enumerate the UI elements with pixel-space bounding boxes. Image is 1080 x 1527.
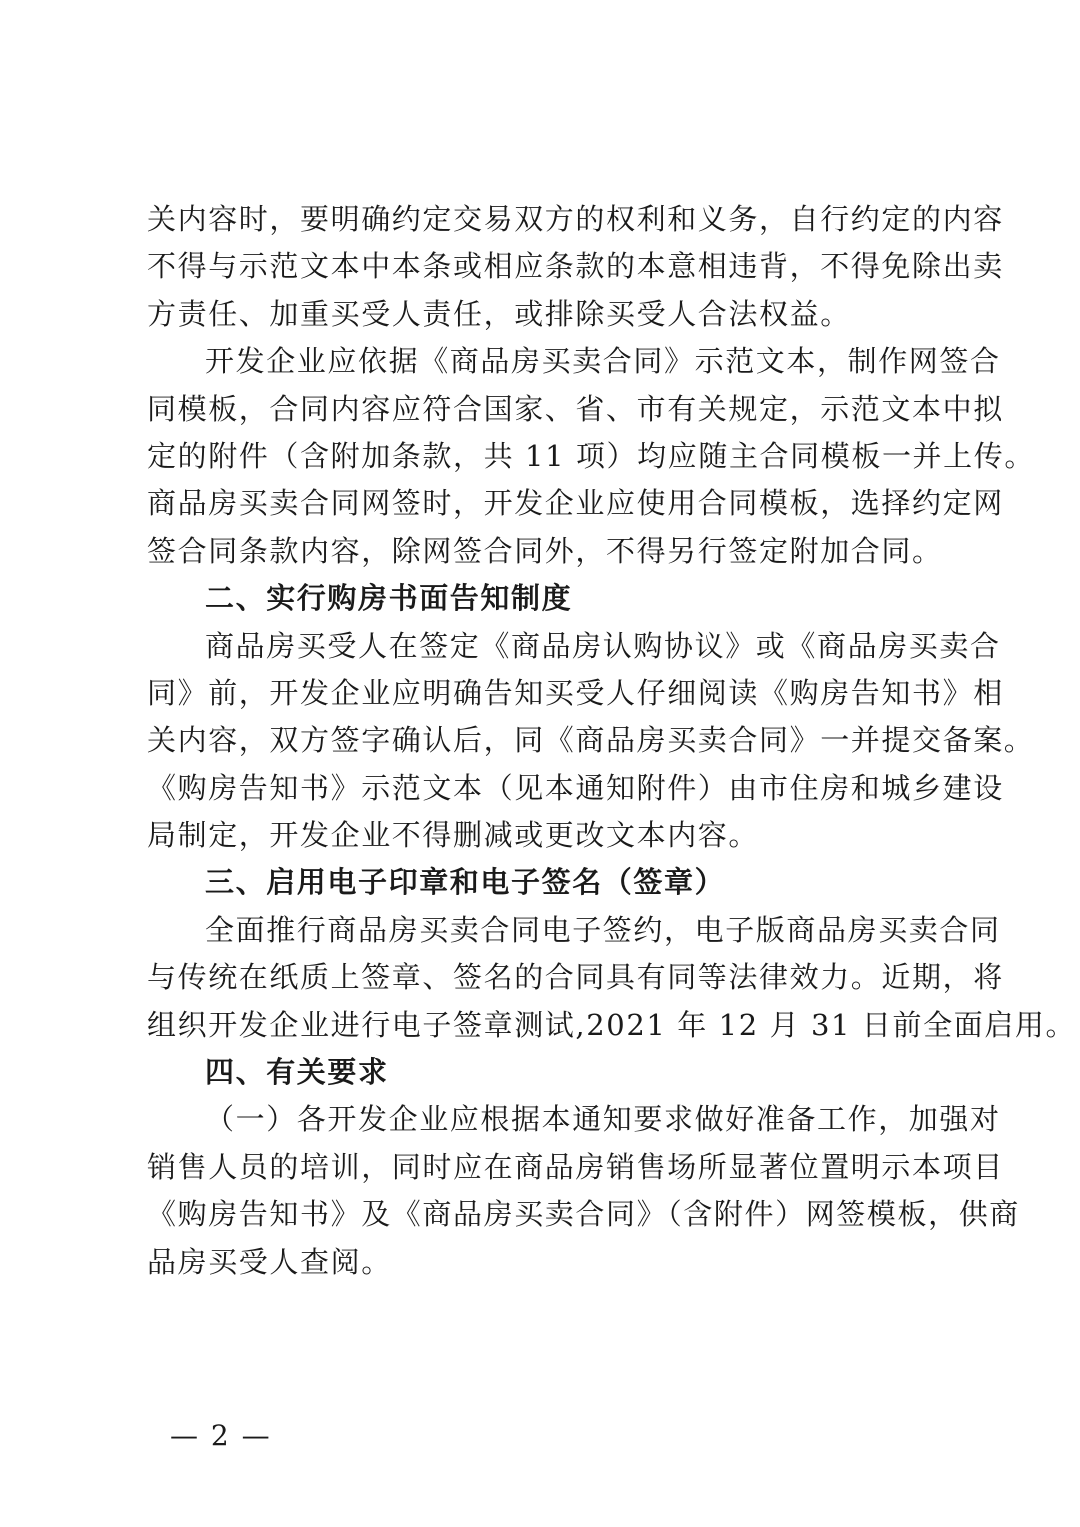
paragraph-line: 不得与示范文本中本条或相应条款的本意相违背，不得免除出卖: [147, 249, 1004, 284]
section-heading: 二、实行购房书面告知制度: [205, 581, 573, 616]
paragraph-line: 局制定，开发企业不得删减或更改文本内容。: [147, 818, 760, 853]
paragraph-line: 《购房告知书》示范文本（见本通知附件）由市住房和城乡建设: [147, 770, 1004, 805]
document-body: [147, 196, 1077, 1286]
paragraph-line: 开发企业应依据《商品房买卖合同》示范文本，制作网签合: [205, 344, 1001, 379]
paragraph-line: 商品房买卖合同网签时，开发企业应使用合同模板，选择约定网: [147, 486, 1004, 521]
paragraph-line: 与传统在纸质上签章、签名的合同具有同等法律效力。近期，将: [147, 960, 1004, 995]
paragraph-line: 品房买受人查阅。: [147, 1244, 392, 1279]
paragraph-line: 关内容时，要明确约定交易双方的权利和义务，自行约定的内容: [147, 202, 1004, 236]
paragraph-line: （一）各开发企业应根据本通知要求做好准备工作，加强对: [205, 1102, 1001, 1137]
paragraph-line: 关内容，双方签字确认后，同《商品房买卖合同》一并提交备案。: [147, 723, 1035, 758]
section-heading: 四、有关要求: [205, 1055, 389, 1090]
paragraph-line: 同》前，开发企业应明确告知买受人仔细阅读《购房告知书》相: [147, 675, 1004, 710]
paragraph-line: 签合同条款内容，除网签合同外，不得另行签定附加合同。: [147, 533, 943, 568]
paragraph-line: 定的附件（含附加条款，共 11 项）均应随主合同模板一并上传。: [147, 438, 1035, 473]
page-number: — 2 —: [170, 1419, 272, 1452]
paragraph-line: 方责任、加重买受人责任，或排除买受人合法权益。: [147, 296, 851, 331]
paragraph-line: 销售人员的培训，同时应在商品房销售场所显著位置明示本项目: [147, 1149, 1004, 1184]
paragraph-line: 组织开发企业进行电子签章测试,2021 年 12 月 31 日前全面启用。: [147, 1007, 1077, 1042]
paragraph-line: 商品房买受人在签定《商品房认购协议》或《商品房买卖合: [205, 628, 1001, 663]
section-heading: 三、启用电子印章和电子签名（签章）: [205, 865, 726, 900]
paragraph-line: 同模板，合同内容应符合国家、省、市有关规定，示范文本中拟: [147, 391, 1004, 426]
paragraph-line: 全面推行商品房买卖合同电子签约，电子版商品房买卖合同: [205, 912, 1001, 947]
paragraph-line: 《购房告知书》及《商品房买卖合同》（含附件）网签模板，供商: [147, 1197, 1020, 1232]
